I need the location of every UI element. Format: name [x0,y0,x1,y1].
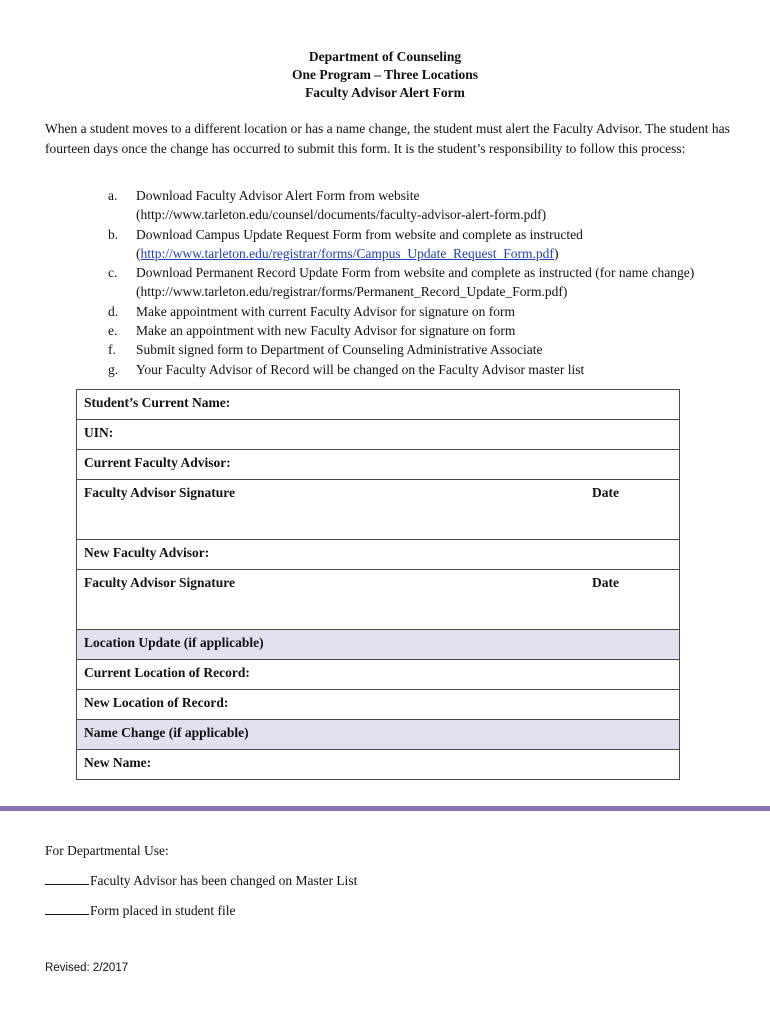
date-label: Date [592,575,619,590]
current-location-field[interactable]: Current Location of Record: [77,660,680,690]
process-steps-list [108,186,748,379]
blank-line[interactable] [45,871,89,885]
step-marker: c. [108,265,118,281]
step-marker: a. [108,188,118,203]
step-text: Submit signed form to Department of Counseling Administrative Associate [136,342,543,358]
student-file-label: Form placed in student file [90,903,236,918]
step-item [108,360,748,379]
step-marker: g. [108,361,119,377]
program-subtitle: One Program – Three Locations [292,67,478,82]
student-name-field[interactable]: Student’s Current Name: [77,390,680,420]
step-text: Your Faculty Advisor of Record will be changed on the Faculty Advisor master list [136,361,585,377]
signature-label: Faculty Advisor Signature [84,485,236,500]
new-advisor-signature-field[interactable] [77,570,680,630]
student-file-check [45,901,235,920]
intro-paragraph: When a student moves to a different location or has a name change, the student must alert the Faculty Advisor. The student has fourteen days once the change has occurred to submit this form. It is the student’s responsibility to follow this process: [45,121,730,156]
new-advisor-field[interactable]: New Faculty Advisor: [77,540,680,570]
new-location-field[interactable]: New Location of Record: [77,690,680,720]
location-update-section-header: Location Update (if applicable) [77,630,680,660]
form-title: Faculty Advisor Alert Form [305,85,465,100]
departmental-use-title: For Departmental Use: [45,843,169,858]
signature-label: Faculty Advisor Signature [84,575,236,590]
section-divider [0,806,770,811]
date-label: Date [592,485,619,500]
name-change-section-header: Name Change (if applicable) [77,720,680,750]
step-text: Make an appointment with new Faculty Advisor for signature on form [136,323,516,339]
master-list-label: Faculty Advisor has been changed on Master List [90,873,358,888]
step-item [108,263,748,302]
step-marker: f. [108,342,116,358]
new-name-field[interactable]: New Name: [77,750,680,780]
current-advisor-field[interactable]: Current Faculty Advisor: [77,450,680,480]
step-marker: b. [108,226,119,242]
current-advisor-signature-field[interactable] [77,480,680,540]
master-list-check [45,871,357,890]
step-marker: d. [108,303,119,319]
step-item [108,302,748,321]
step-text: Make appointment with current Faculty Advisor for signature on form [136,303,516,319]
step-item [108,321,748,340]
step-marker: e. [108,323,118,339]
step-text: Download Campus Update Request Form from website and complete as instructed [136,226,583,242]
document-heading [0,48,770,102]
uin-field[interactable]: UIN: [77,420,680,450]
step-item: b. Download Campus Update Request Form from website and complete as instructed (http://www.tarleton.edu/registrar/forms/Campus_Update_Request_Form.pdf) [108,225,748,264]
advisor-alert-form-table [76,389,680,780]
blank-line[interactable] [45,901,89,915]
department-title: Department of Counseling [308,49,462,64]
step-text: Download Faculty Advisor Alert Form from website [136,188,420,203]
step-item [108,186,748,225]
revision-note: Revised: 2/2017 [45,962,129,974]
step-url: (http://www.tarleton.edu/counsel/documents/faculty-advisor-alert-form.pdf) [136,207,547,223]
step-item [108,340,748,359]
campus-update-link[interactable]: http://www.tarleton.edu/registrar/forms/Campus_Update_Request_Form.pdf [140,245,554,261]
step-text: Download Permanent Record Update Form from website and complete as instructed (for name change) (http://www.tarleton.edu/registrar/forms/Permanent_Record_Update_Form.pdf) [136,265,695,300]
